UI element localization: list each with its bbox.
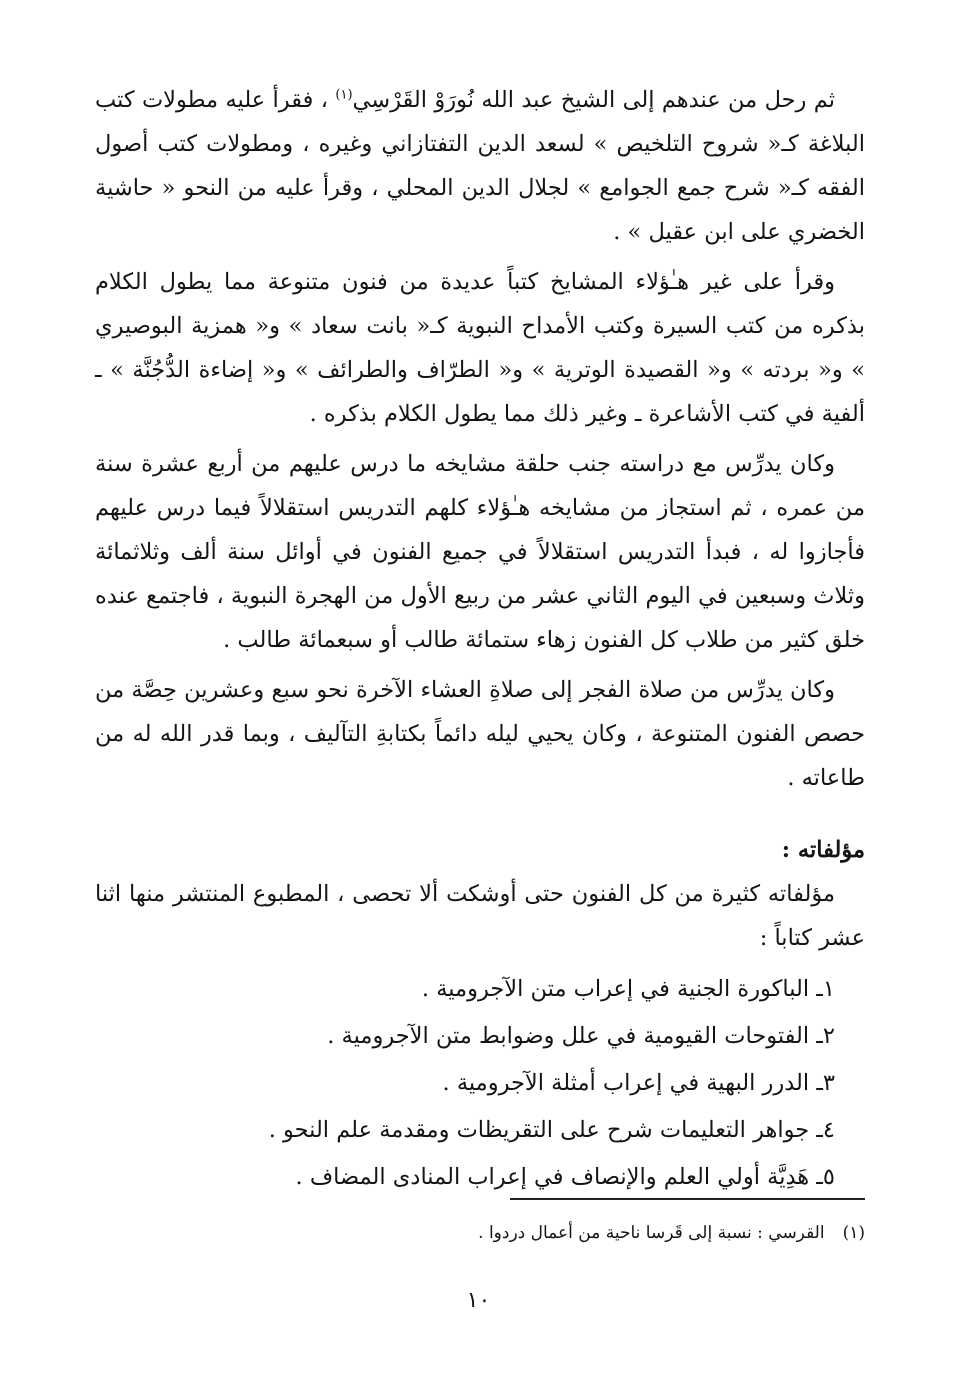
section-heading: مؤلفاته : (781, 837, 865, 863)
book-list (95, 966, 865, 1201)
list-item: ٣ـ الدرر البهية في إعراب أمثلة الآجرومية . (442, 1070, 835, 1096)
footnote (95, 1218, 865, 1248)
section-intro: مؤلفاته كثيرة من كل الفنون حتى أوشكت ألا تحصى ، المطبوع المنتشر منها اثنا عشر كتاباً : (95, 881, 865, 951)
paragraph-3: وكان يدرِّس مع دراسته جنب حلقة مشايخه ما درس عليهم من أربع عشرة سنة من عمره ، ثم استجاز من مشايخه هـٰؤلاء كلهم التدريس استقلالاً فيما درس عليهم فأجازوا له ، فبدأ التدريس استقلالاً في جميع الفنون في أوائل سنة ألف وثلاثمائة وثلاث وسبعين في اليوم الثاني عشر من ربيع الأول من الهجرة النبوية ، فاجتمع عنده خلق كثير من طلاب كل الفنون زهاء ستمائة طالب أو سبعمائة طالب . (95, 451, 865, 653)
paragraph-1-rest: ، فقرأ عليه مطولات كتب البلاغة كـ« شروح التلخيص » لسعد الدين التفتازاني وغيره ، ومطولات كتب أصول الفقه كـ« شرح جمع الجوامع » لجلال الدين المحلي ، وقرأ عليه من النحو « حاشية الخضري على ابن عقيل » . (95, 87, 865, 245)
footnote-reference[interactable]: (١) (335, 87, 353, 103)
footnote-number: (١) (842, 1223, 865, 1243)
list-item: ١ـ الباكورة الجنية في إعراب متن الآجرومية . (421, 976, 835, 1002)
footnote-text: القرسي : نسبة إلى قَرسا ناحية من أعمال دردوا . (478, 1223, 825, 1243)
paragraph-2: وقرأ على غير هـٰؤلاء المشايخ كتباً عديدة من فنون متنوعة مما يطول الكلام بذكره من كتب السيرة وكتب الأمداح النبوية كـ« بانت سعاد » و« همزية البوصيري » و« بردته » و« القصيدة الوترية » و« الطرّاف والطرائف » و« إضاءة الدُّجُنَّة » ـ ألفية في كتب الأشاعرة ـ وغير ذلك مما يطول الكلام بذكره . (95, 269, 865, 427)
footnote-divider (510, 1198, 865, 1200)
list-item: ٢ـ الفتوحات القيومية في علل وضوابط متن الآجرومية . (327, 1023, 835, 1049)
paragraph-1 (95, 78, 865, 254)
paragraph-1-start: ثم رحل من عندهم إلى الشيخ عبد الله نُورَوْ القَرْسِي (352, 87, 835, 113)
page-body (95, 78, 865, 1201)
list-item: ٤ـ جواهر التعليمات شرح على التقريظات ومقدمة علم النحو . (268, 1117, 835, 1143)
list-item: ٥ـ هَدِيَّة أولي العلم والإنصاف في إعراب المنادى المضاف . (295, 1164, 835, 1190)
paragraph-4: وكان يدرِّس من صلاة الفجر إلى صلاةِ العشاء الآخرة نحو سبع وعشرين حِصَّة من حصص الفنون المتنوعة ، وكان يحيي ليله دائماً بكتابةِ التآليف ، وبما قدر الله له من طاعاته . (95, 677, 865, 791)
page-number: ١٠ (466, 1288, 491, 1313)
